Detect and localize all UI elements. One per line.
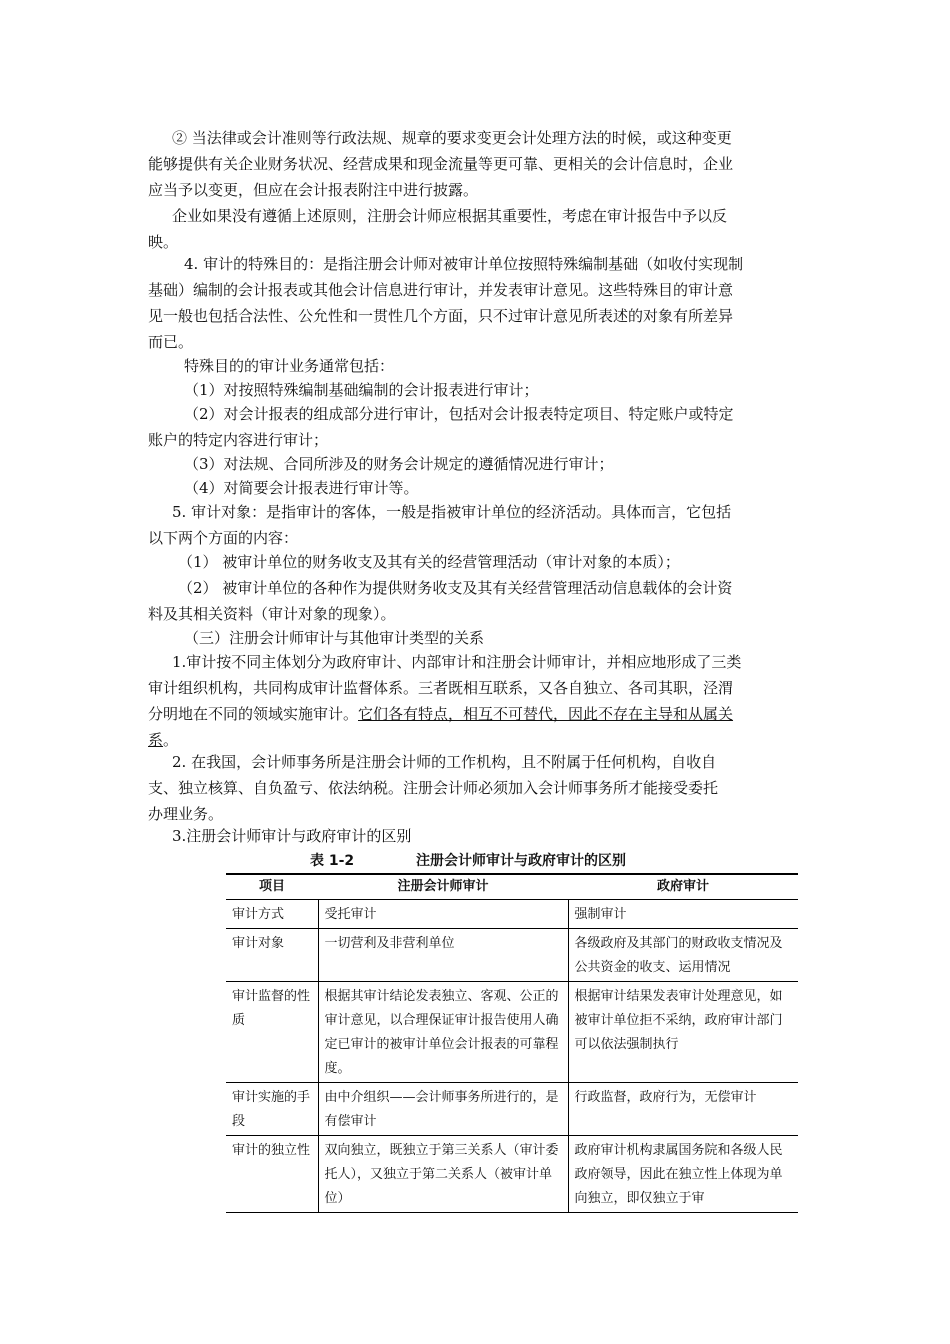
paragraph-line: 4. 审计的特殊目的：是指注册会计师对被审计单位按照特殊编制基础（如收付实现制 [184, 255, 744, 273]
paragraph-line: 企业如果没有遵循上述原则，注册会计师应根据其重要性，考虑在审计报告中予以反 [172, 207, 728, 225]
list-item: （3）对法规、合同所涉及的财务会计规定的遵循情况进行审计； [184, 455, 614, 473]
paragraph-line: 特殊目的的审计业务通常包括： [184, 357, 395, 375]
table-row [226, 929, 798, 982]
paragraph-line: 以下两个方面的内容： [148, 529, 299, 547]
table-header-row [226, 874, 798, 900]
paragraph-line: 应当予以变更，但应在会计报表附注中进行披露。 [148, 181, 479, 199]
table-cell: 审计实施的手段 [226, 1083, 318, 1136]
table-cell: 行政监督，政府行为，无偿审计 [568, 1083, 798, 1136]
paragraph-line: 映。 [148, 233, 179, 251]
list-item: （2）对会计报表的组成部分进行审计，包括对会计报表特定项目、特定账户或特定 [184, 405, 734, 423]
table-cell: 由中介组织——会计师事务所进行的，是有偿审计 [318, 1083, 568, 1136]
list-item: （1）对按照特殊编制基础编制的会计报表进行审计； [184, 381, 539, 399]
list-item: （4）对简要会计报表进行审计等。 [184, 479, 419, 497]
table-cell: 审计监督的性质 [226, 982, 318, 1083]
paragraph-line: 3.注册会计师审计与政府审计的区别 [172, 827, 412, 845]
list-item: （1） 被审计单位的财务收支及其有关的经营管理活动（审计对象的本质）； [178, 553, 680, 571]
paragraph-line: 能够提供有关企业财务状况、经营成果和现金流量等更可靠、更相关的会计信息时，企业 [148, 155, 734, 173]
list-item: 料及其相关资料（审计对象的现象）。 [148, 605, 396, 623]
table-cell: 受托审计 [318, 900, 568, 929]
table-cell: 政府审计机构隶属国务院和各级人民政府领导，因此在独立性上体现为单向独立，即仅独立于审 [568, 1136, 798, 1213]
table-number: 表 1-2 [310, 853, 355, 869]
underlined-text: 它们各有特点，相互不可替代，因此不存在主导和从属关 [358, 705, 734, 723]
table-row [226, 1136, 798, 1213]
paragraph-line: 支、独立核算、自负盈亏、依法纳税。注册会计师必须加入会计师事务所才能接受委托 [148, 779, 719, 797]
paragraph-line: 基础）编制的会计报表或其他会计信息进行审计，并发表审计意见。这些特殊目的审计意 [148, 281, 734, 299]
text-run: 。 [163, 731, 179, 749]
paragraph-line: 见一般也包括合法性、公允性和一贯性几个方面，只不过审计意见所表述的对象有所差异 [148, 307, 734, 325]
table-cell: 审计对象 [226, 929, 318, 982]
paragraph-line: ② 当法律或会计准则等行政法规、规章的要求变更会计处理方法的时候，或这种变更 [172, 129, 732, 147]
comparison-table [226, 873, 798, 1213]
table-cell: 强制审计 [568, 900, 798, 929]
paragraph-line: 审计组织机构，共同构成审计监督体系。三者既相互联系，又各自独立、各司其职，泾渭 [148, 679, 734, 697]
table-cell: 根据其审计结论发表独立、客观、公正的审计意见，以合理保证审计报告使用人确定已审计的被审计单位会计报表的可靠程度。 [318, 982, 568, 1083]
paragraph-line: 2. 在我国，会计师事务所是注册会计师的工作机构，且不附属于任何机构，自收自 [172, 753, 717, 771]
table-caption [226, 848, 798, 872]
table-cell: 各级政府及其部门的财政收支情况及公共资金的收支、运用情况 [568, 929, 798, 982]
column-header: 项目 [226, 874, 318, 900]
section-heading: （三）注册会计师审计与其他审计类型的关系 [184, 629, 485, 647]
table-row [226, 1083, 798, 1136]
column-header: 注册会计师审计 [318, 874, 568, 900]
paragraph-line [148, 701, 733, 727]
list-item: 账户的特定内容进行审计； [148, 431, 329, 449]
table-cell: 一切营利及非营利单位 [318, 929, 568, 982]
table-cell: 审计的独立性 [226, 1136, 318, 1213]
table-row [226, 900, 798, 929]
text-run: 分明地在不同的领域实施审计。 [148, 705, 359, 723]
table-title: 注册会计师审计与政府审计的区别 [416, 853, 626, 869]
list-item: （2） 被审计单位的各种作为提供财务收支及其有关经营管理活动信息载体的会计资 [178, 579, 733, 597]
table-cell: 根据审计结果发表审计处理意见，如被审计单位拒不采纳，政府审计部门可以依法强制执行 [568, 982, 798, 1083]
table-cell: 审计方式 [226, 900, 318, 929]
underlined-text: 系 [148, 731, 164, 749]
paragraph-line: 而已。 [148, 333, 194, 351]
paragraph-line: 办理业务。 [148, 805, 224, 823]
table-cell: 双向独立，既独立于第三关系人（审计委托人），又独立于第二关系人（被审计单位） [318, 1136, 568, 1213]
paragraph-line: 1.审计按不同主体划分为政府审计、内部审计和注册会计师审计，并相应地形成了三类 [172, 653, 742, 671]
paragraph-line: 5. 审计对象：是指审计的客体，一般是指被审计单位的经济活动。具体而言，它包括 [172, 503, 732, 521]
column-header: 政府审计 [568, 874, 798, 900]
table-row [226, 982, 798, 1083]
